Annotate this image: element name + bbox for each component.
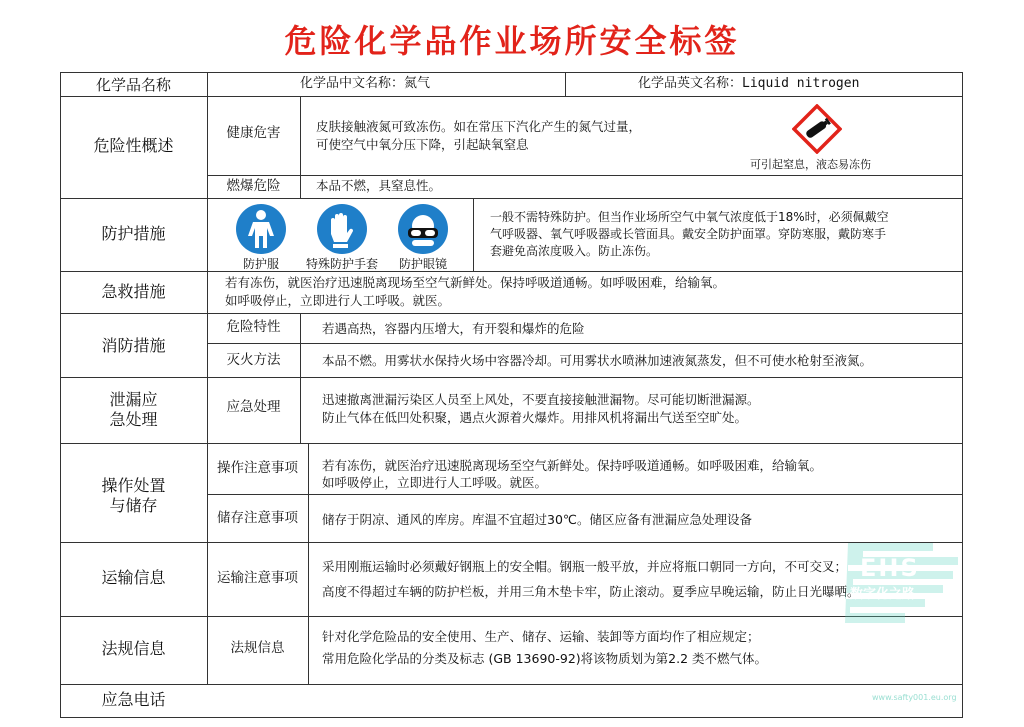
watermark [828, 538, 968, 638]
fire-hazard-label: 危险特性 [226, 319, 281, 335]
protection-text-2: 气呼吸器、氧气呼吸器或长管面具。戴安全防护面罩。穿防寒服，戴防寒手 [490, 227, 887, 241]
watermark-text: 数字化之路 [850, 587, 916, 602]
ppe-label-suit: 防护服 [242, 257, 279, 271]
page-title: 危险化学品作业场所安全标签 [284, 22, 740, 60]
hazard-overview-label: 危险性概述 [93, 136, 174, 155]
leak-label-line-1: 泄漏应 [109, 390, 158, 409]
storage-text: 储存于阴凉、通风的库房。库温不宜超过30℃。储区应备有泄漏应急处理设备 [322, 512, 752, 527]
fire-explosion-label: 燃爆危险 [226, 178, 281, 194]
leak-label-line-2: 急处理 [109, 410, 158, 429]
leak-emergency-label: 应急处理 [226, 399, 281, 415]
protection-text-3: 套避免高浓度吸入。防止冻伤。 [490, 244, 659, 258]
regulation-sub-label: 法规信息 [230, 640, 285, 656]
health-hazard-label: 健康危害 [226, 125, 281, 141]
fire-explosion-text: 本品不燃，具窒息性。 [316, 178, 442, 193]
storage-notes-label: 储存注意事项 [217, 510, 298, 526]
protective-gloves-icon [317, 204, 367, 254]
first-aid-text-2: 如呼吸停止，立即进行人工呼吸。就医。 [225, 293, 451, 308]
extinguish-text: 本品不燃。用雾状水保持火场中容器冷却。可用雾状水喷淋加速液氮蒸发，但不可使水枪射至液氮。 [322, 353, 873, 368]
regulation-text-1: 针对化学危险品的安全使用、生产、储存、运输、装卸等方面均作了相应规定； [322, 629, 760, 644]
operation-text-1: 若有冻伤，就医治疗迅速脱离现场至空气新鲜处。保持呼吸道通畅。如呼吸困难，给输氧。 [322, 458, 823, 473]
protective-suit-icon [236, 204, 286, 254]
chinese-name: 化学品中文名称：氮气 [300, 76, 431, 91]
handling-label-line-1: 操作处置 [101, 476, 166, 495]
transport-label: 运输信息 [101, 568, 166, 587]
fire-fighting-label: 消防措施 [101, 336, 166, 355]
watermark-url: www.safty001.eu.org [872, 693, 957, 702]
pictogram-caption: 可引起窒息，液态易冻伤 [750, 158, 871, 171]
ppe-label-goggles: 防护眼镜 [398, 257, 447, 271]
first-aid-label: 急救措施 [101, 282, 166, 301]
fire-hazard-text: 若遇高热，容器内压增大，有开裂和爆炸的危险 [322, 321, 585, 336]
transport-text-2: 高度不得超过车辆的防护栏板，并用三角木垫卡牢，防止滚动。夏季应早晚运输，防止日光曝晒。 [322, 584, 860, 599]
regulation-label: 法规信息 [101, 639, 166, 658]
handling-label-line-2: 与储存 [109, 496, 158, 515]
first-aid-text-1: 若有冻伤，就医治疗迅速脱离现场至空气新鲜处。保持呼吸道通畅。如呼吸困难，给输氧。 [225, 275, 726, 290]
transport-text-1: 采用刚瓶运输时必须戴好钢瓶上的安全帽。钢瓶一般平放，并应将瓶口朝同一方向，不可交叉； [322, 559, 848, 574]
chemical-name-label: 化学品名称 [95, 76, 171, 94]
health-hazard-text-2: 可使空气中氧分压下降，引起缺氧窒息 [316, 137, 529, 152]
watermark-letters: EHS [860, 554, 920, 582]
protection-text-1: 一般不需特殊防护。但当作业场所空气中氧气浓度低于18%时，必须佩戴空 [490, 210, 889, 224]
leak-text-1: 迅速撤离泄漏污染区人员至上风处，不要直接接触泄漏物。尽可能切断泄漏源。 [322, 392, 760, 407]
ppe-label-gloves: 特殊防护手套 [305, 257, 378, 271]
extinguish-label: 灭火方法 [226, 352, 281, 368]
english-name: 化学品英文名称：Liquid nitrogen [638, 76, 860, 91]
protection-label: 防护措施 [101, 224, 166, 243]
operation-text-2: 如呼吸停止，立即进行人工呼吸。就医。 [322, 475, 548, 490]
transport-notes-label: 运输注意事项 [217, 570, 298, 586]
protective-goggles-icon [398, 204, 448, 254]
gas-cylinder-icon [792, 104, 842, 154]
operation-notes-label: 操作注意事项 [217, 460, 298, 476]
leak-text-2: 防止气体在低凹处积聚，遇点火源着火爆炸。用排风机将漏出气送至空旷处。 [322, 410, 748, 425]
health-hazard-text-1: 皮肤接触液氮可致冻伤。如在常压下汽化产生的氮气过量， [316, 119, 642, 134]
regulation-text-2: 常用危险化学品的分类及标志 (GB 13690-92)将该物质划为第2.2 类不燃气体。 [322, 651, 767, 666]
emergency-phone-label: 应急电话 [101, 690, 166, 709]
